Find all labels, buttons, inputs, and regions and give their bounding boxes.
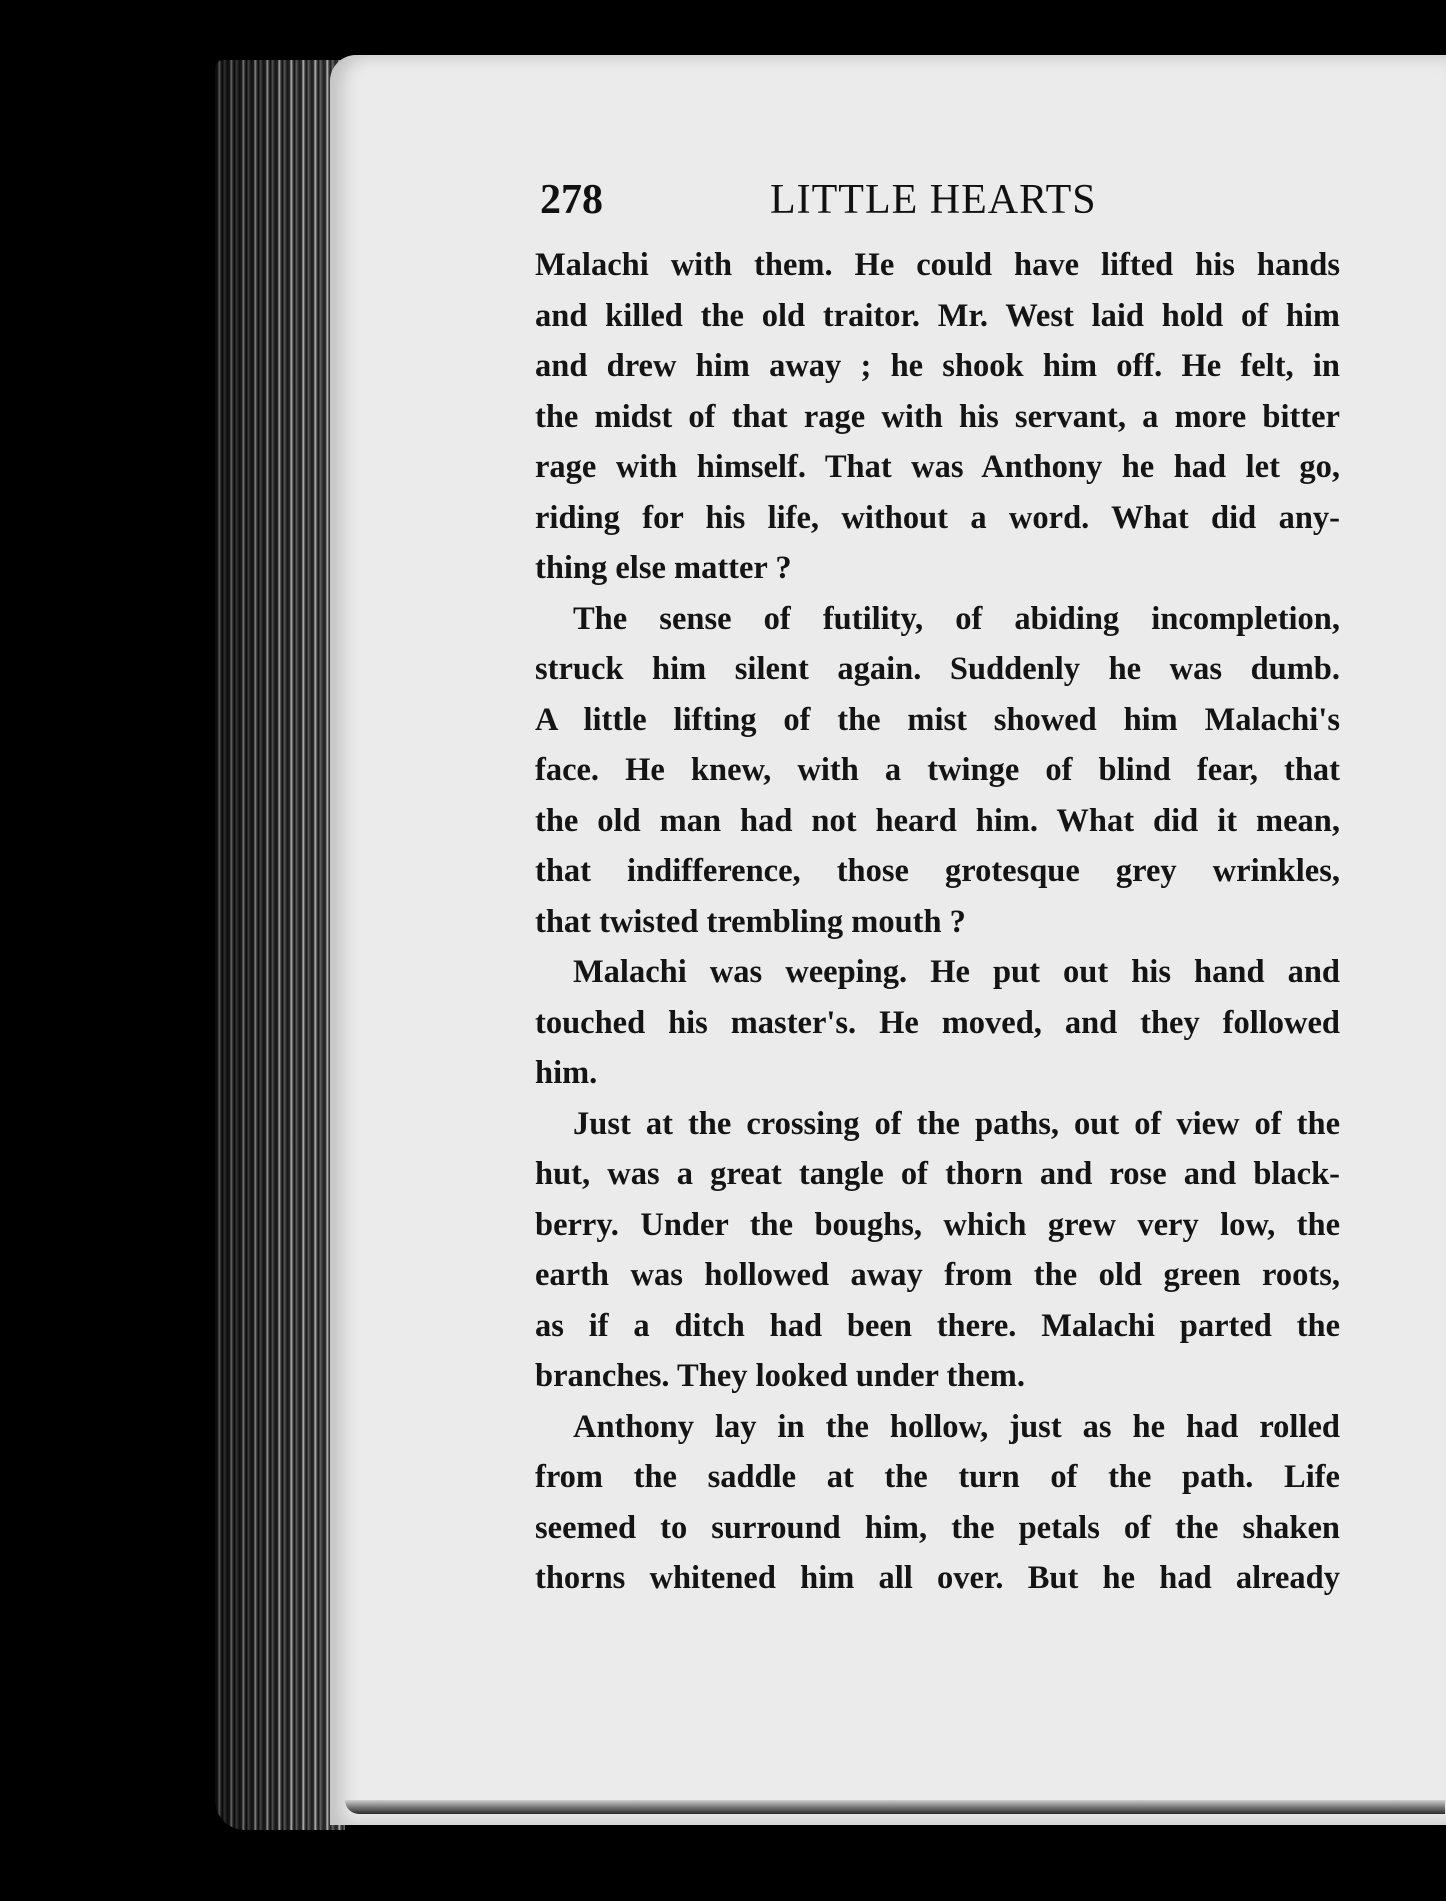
text-line: berry. Under the boughs, which grew very low, the [535, 1206, 1340, 1243]
text-line: as if a ditch had been there. Malachi parted the [535, 1307, 1340, 1344]
text-line: and drew him away ; he shook him off. He felt, in [535, 348, 1340, 384]
text-line: A little lifting of the mist showed him Malachi's [535, 701, 1340, 738]
text-line: The sense of futility, of abiding incompletion, [573, 600, 1340, 637]
text-line: Anthony lay in the hollow, just as he had rolled [573, 1408, 1340, 1445]
text-line: Malachi was weeping. He put out his hand and [573, 954, 1340, 990]
text-line: seemed to surround him, the petals of the shaken [535, 1509, 1340, 1546]
text-line: earth was hollowed away from the old green roots, [535, 1257, 1340, 1293]
text-line: him. [535, 1055, 598, 1091]
text-line: the midst of that rage with his servant, a more bitter [535, 398, 1340, 435]
text-line: the old man had not heard him. What did it mean, [535, 802, 1340, 839]
text-line: hut, was a great tangle of thorn and rose and black- [535, 1156, 1340, 1192]
book-page-edges [215, 60, 345, 1830]
body-text [535, 240, 1340, 1604]
text-line: branches. They looked under them. [535, 1358, 1025, 1394]
text-line: rage with himself. That was Anthony he had let go, [535, 449, 1340, 485]
text-line: that twisted trembling mouth ? [535, 903, 966, 940]
text-line: Malachi with them. He could have lifted his hands [535, 247, 1340, 283]
running-title: LITTLE HEARTS [770, 177, 1097, 223]
text-line: from the saddle at the turn of the path. Life [535, 1459, 1340, 1495]
text-line: struck him silent again. Suddenly he was dumb. [535, 651, 1340, 687]
text-line: Just at the crossing of the paths, out of view of the [573, 1105, 1340, 1142]
text-line: face. He knew, with a twinge of blind fear, that [535, 752, 1340, 788]
page-number: 278 [540, 177, 603, 223]
text-line: that indifference, those grotesque grey wrinkles, [535, 853, 1340, 889]
text-line: and killed the old traitor. Mr. West laid hold of him [535, 297, 1340, 334]
running-head [540, 170, 1340, 230]
text-line: thing else matter ? [535, 550, 792, 586]
text-line: riding for his life, without a word. What did any- [535, 499, 1340, 536]
text-line: thorns whitened him all over. But he had already [535, 1560, 1340, 1596]
page-bottom-edge [345, 1800, 1445, 1814]
text-line: touched his master's. He moved, and they followed [535, 1004, 1340, 1041]
